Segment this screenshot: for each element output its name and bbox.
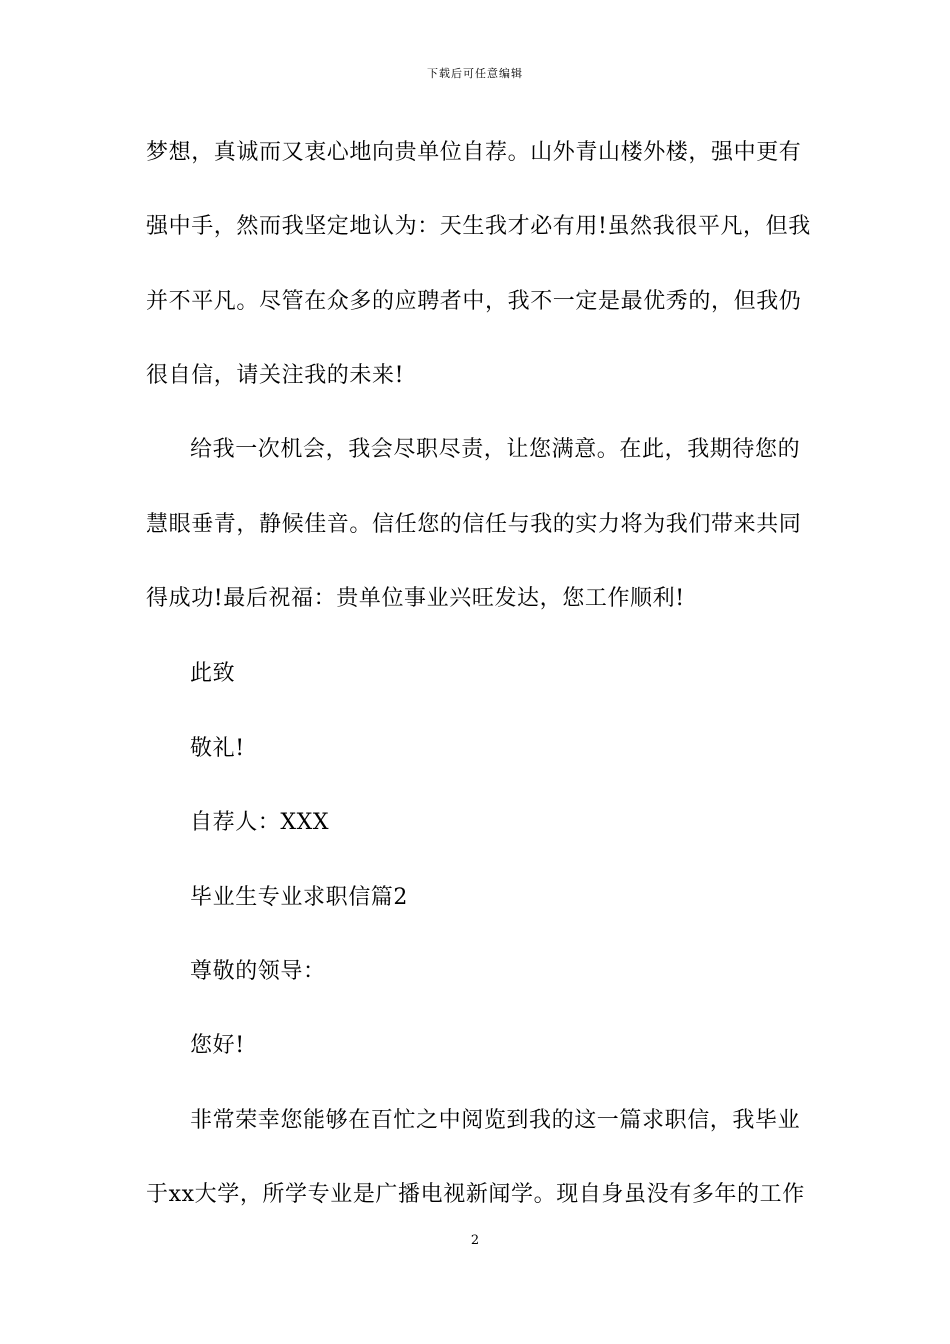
body-line: 很自信，请关注我的未来! bbox=[146, 363, 405, 388]
greeting-line: 您好! bbox=[190, 1033, 245, 1058]
section-title: 毕业生专业求职信篇2 bbox=[190, 885, 408, 910]
body-line: 给我一次机会，我会尽职尽责，让您满意。在此，我期待您的 bbox=[190, 437, 801, 462]
page-header: 下载后可任意编辑 bbox=[427, 67, 523, 80]
closing-line: 此致 bbox=[190, 661, 236, 686]
greeting-line: 尊敬的领导： bbox=[190, 959, 326, 984]
body-line: 并不平凡。尽管在众多的应聘者中，我不一定是最优秀的，但我仍 bbox=[146, 289, 802, 314]
body-line: 梦想，真诚而又衷心地向贵单位自荐。山外青山楼外楼，强中更有 bbox=[146, 140, 802, 165]
body-line: 得成功!最后祝福：贵单位事业兴旺发达，您工作顺利! bbox=[146, 586, 685, 611]
signature-line: 自荐人：XXX bbox=[190, 810, 330, 835]
closing-salutation: 敬礼! bbox=[190, 736, 245, 761]
body-line: 慧眼垂青，静候佳音。信任您的信任与我的实力将为我们带来共同 bbox=[146, 512, 802, 537]
body-line: 强中手，然而我坚定地认为：天生我才必有用!虽然我很平凡，但我 bbox=[146, 214, 811, 239]
page-number: 2 bbox=[470, 1233, 480, 1248]
body-line: 于xx大学，所学专业是广播电视新闻学。现自身虽没有多年的工作 bbox=[146, 1182, 805, 1207]
body-line: 非常荣幸您能够在百忙之中阅览到我的这一篇求职信，我毕业 bbox=[190, 1108, 801, 1133]
